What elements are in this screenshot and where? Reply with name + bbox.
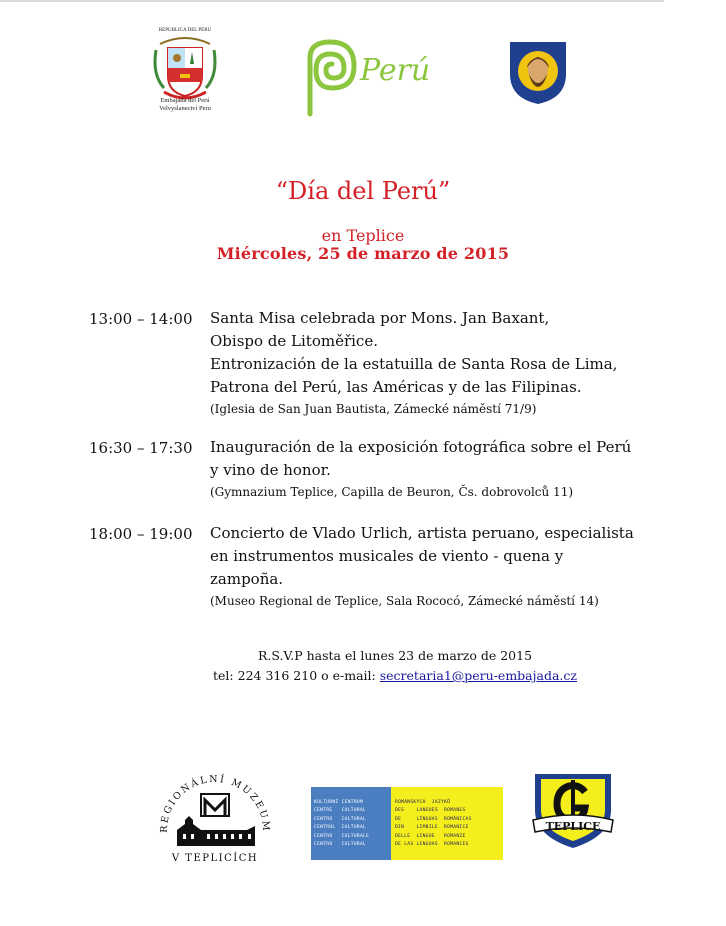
peru-brand-text: Perú [360, 53, 431, 88]
culture-logo-text-right: ROMÁNSKÝCH JAZYKŮ DES LANGUES ROMANES DE LÍNGUAS ROMÂNICAS DIN LIMBILE ROMANICE DELLE LINGUE ROMANZE DE LAS LENGUAS ROMANCES [395, 800, 472, 848]
museum-logo [155, 760, 275, 870]
program-line: Santa Misa celebrada por Mons. Jan Baxant, [210, 309, 550, 327]
program-line: zampoña. [210, 570, 284, 588]
city-crest-icon [508, 40, 568, 106]
program-line: Obispo de Litoměřice. [210, 332, 378, 350]
program-line: y vino de honor. [210, 461, 331, 479]
rsvp-contact [0, 668, 726, 683]
program-location-3: (Museo Regional de Teplice, Sala Rococó, Zámecké náměstí 14) [210, 594, 599, 608]
museum-name: REGIONÁLNÍ MUZEUM [158, 773, 272, 834]
emblem-caption-line1: Embajada del Perú [160, 97, 210, 104]
top-divider [0, 0, 664, 2]
program-location-1: (Iglesia de San Juan Bautista, Zámecké náměstí 71/9) [210, 402, 537, 416]
teplice-logo-label: TEPLICE [545, 820, 601, 833]
peru-brand-logo [296, 36, 436, 118]
program-description-3 [210, 522, 650, 611]
program-line: Concierto de Vlado Urlich, artista peruano, especialista [210, 524, 634, 542]
emblem-caption-top: REPUBLICA DEL PERU [158, 28, 212, 33]
program-location-2: (Gymnazium Teplice, Capilla de Beuron, Čs. dobrovolců 11) [210, 485, 574, 499]
rsvp-line: R.S.V.P hasta el lunes 23 de marzo de 2015 [257, 648, 533, 663]
program-time-2: 16:30 – 17:30 [89, 439, 193, 457]
program-line: en instrumentos musicales de viento - quena y [210, 547, 564, 565]
event-place: en Teplice [321, 226, 405, 245]
program-time-3: 18:00 – 19:00 [89, 525, 193, 543]
program-line: Patrona del Perú, las Américas y de las Filipinas. [210, 378, 582, 396]
museum-city: V TEPLICÍCH [171, 853, 259, 864]
event-title: “Día del Perú” [275, 177, 451, 205]
svg-text:REGIONÁLNÍ MUZEUM [159, 773, 271, 833]
rsvp-phone: tel: 224 316 210 o e-mail: [213, 668, 380, 683]
program-description-1 [210, 307, 650, 419]
culture-logo-text-left: KULTURNÍ CENTRUM CENTRE CULTURAL CENTRO CULTURAL CENTRUL CULTURAL CENTRO CULTURALE CENTRO CULTURAL [314, 800, 370, 848]
program-line: Entronización de la estatuilla de Santa Rosa de Lima, [210, 355, 618, 373]
program-line: Inauguración de la exposición fotográfica sobre el Perú [210, 438, 632, 456]
teplice-logo [527, 770, 619, 850]
event-date: Miércoles, 25 de marzo de 2015 [216, 244, 510, 263]
program-description-2 [210, 436, 650, 502]
program-time-1: 13:00 – 14:00 [89, 310, 193, 328]
emblem-caption [150, 97, 220, 113]
email-link[interactable]: secretaria1@peru-embajada.cz [379, 668, 577, 683]
emblem-caption-line2: Velvyslanectví Peru [159, 105, 211, 112]
